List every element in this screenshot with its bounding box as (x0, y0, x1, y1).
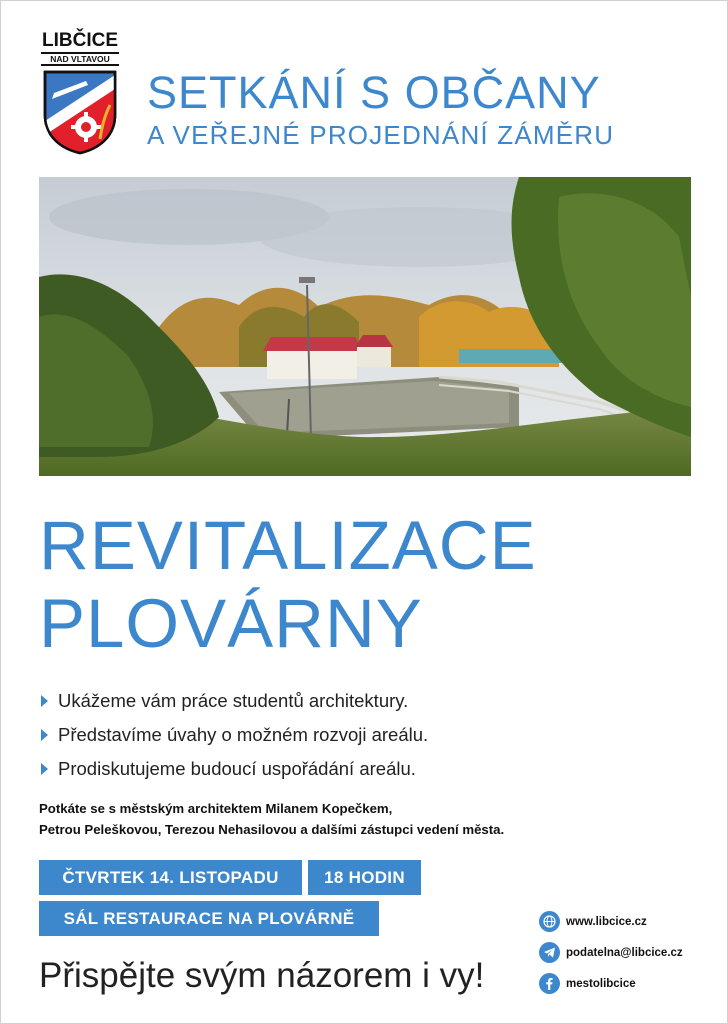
contact-web[interactable] (539, 906, 683, 937)
participants-line-1: Potkáte se s městským architektem Milanem Kopečkem, (39, 801, 393, 816)
page-title: SETKÁNÍ S OBČANY (147, 67, 601, 118)
headline-line-2: PLOVÁRNY (39, 585, 423, 662)
facebook-icon (539, 973, 560, 994)
list-item (39, 752, 428, 786)
telegram-icon (539, 942, 560, 963)
contact-facebook[interactable] (539, 968, 683, 999)
email-link[interactable]: podatelna@libcice.cz (566, 946, 683, 959)
event-time-badge: 18 HODIN (308, 860, 421, 895)
facebook-link[interactable]: mestolibcice (566, 977, 636, 990)
town-logo (37, 31, 123, 155)
event-date-badge: ČTVRTEK 14. LISTOPADU (39, 860, 302, 895)
globe-icon (539, 911, 560, 932)
participants-line-2: Petrou Peleškovou, Terezou Nehasilovou a dalšími zástupci vedení města. (39, 822, 505, 837)
contact-email[interactable] (539, 937, 683, 968)
triangle-bullet-icon (41, 763, 48, 775)
headline-line-1: REVITALIZACE (39, 507, 537, 584)
event-headline (39, 507, 537, 663)
event-place-badge: SÁL RESTAURACE NA PLOVÁRNĚ (39, 901, 379, 936)
participants-text (39, 798, 504, 840)
triangle-bullet-icon (41, 729, 48, 741)
agenda-list (39, 684, 428, 786)
list-item (39, 684, 428, 718)
website-link[interactable]: www.libcice.cz (566, 915, 647, 928)
logo-town-subtitle: NAD VLTAVOU (41, 52, 119, 66)
agenda-item-text: Prodiskutujeme budoucí uspořádání areálu. (58, 758, 416, 779)
closing-call-to-action: Přispějte svým názorem i vy! (39, 956, 485, 995)
agenda-item-text: Ukážeme vám práce studentů architektury. (58, 690, 409, 711)
logo-town-name: LIBČICE (42, 30, 118, 51)
swimming-area-photo (39, 177, 691, 476)
contact-list (539, 906, 683, 999)
coat-of-arms-icon (42, 69, 118, 155)
page-subtitle: A VEŘEJNÉ PROJEDNÁNÍ ZÁMĚRU (147, 120, 615, 150)
triangle-bullet-icon (41, 695, 48, 707)
list-item (39, 718, 428, 752)
agenda-item-text: Představíme úvahy o možném rozvoji areálu. (58, 724, 429, 745)
